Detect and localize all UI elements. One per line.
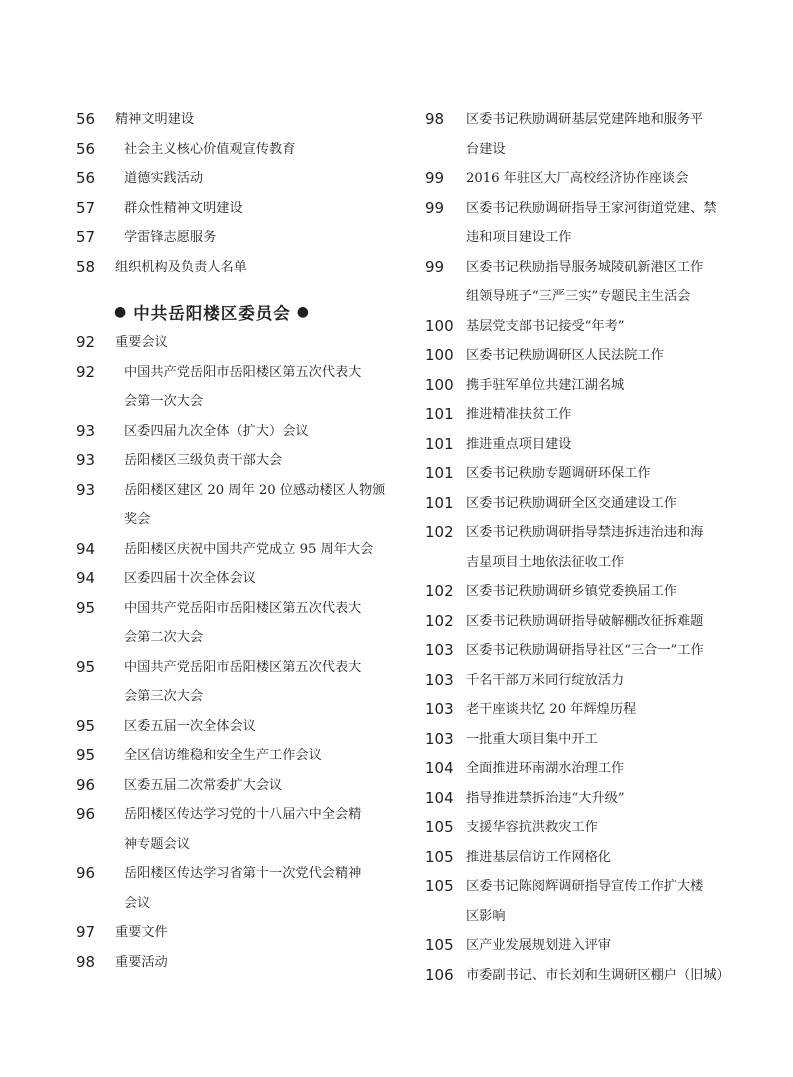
entry-title: 区委书记秩励调研指导破解棚改征拆难题 xyxy=(466,613,704,629)
entry-title: 岳阳楼区传达学习党的十八届六中全会精 神专题会议 xyxy=(124,807,362,852)
page-number: 95 xyxy=(76,716,96,735)
page-number: 95 xyxy=(76,746,96,764)
page-number: 56 xyxy=(76,110,96,128)
toc-entry xyxy=(425,518,735,577)
toc-entry xyxy=(76,948,396,978)
toc-entry xyxy=(425,725,735,755)
entry-title: 支援华容抗洪救灾工作 xyxy=(466,820,598,835)
toc-entry xyxy=(425,636,735,666)
page-number: 103 xyxy=(425,670,454,689)
toc-entry xyxy=(425,695,735,725)
toc-entry xyxy=(76,358,396,417)
entry-title: 区委四届十次全体会议 xyxy=(124,571,256,586)
entry-title: 群众性精神文明建设 xyxy=(124,200,243,216)
page-number: 105 xyxy=(425,818,454,836)
toc-entry xyxy=(425,843,735,873)
page-number: 101 xyxy=(425,434,454,453)
entry-title: 区委书记秩励调研乡镇党委换届工作 xyxy=(466,584,677,599)
toc-entry xyxy=(425,105,735,164)
section-heading xyxy=(76,298,396,326)
page-number: 97 xyxy=(76,923,96,941)
page-number: 93 xyxy=(76,480,96,499)
entry-title: 区委五届二次常委扩大会议 xyxy=(124,777,283,793)
page-number: 100 xyxy=(425,316,454,335)
toc-entry xyxy=(425,931,735,961)
left-column xyxy=(76,105,396,977)
section-title: 中共岳阳楼区委员会 xyxy=(133,304,291,323)
toc-list-top xyxy=(76,105,396,282)
toc-entry xyxy=(76,918,396,948)
entry-title: 一批重大项目集中开工 xyxy=(466,731,598,747)
entry-title: 千名干部万米同行绽放活力 xyxy=(466,672,625,688)
entry-title: 区委书记秩励调研区人民法院工作 xyxy=(466,348,664,363)
entry-title: 重要文件 xyxy=(115,925,168,940)
page-number: 101 xyxy=(425,464,454,482)
toc-entry xyxy=(76,223,396,253)
toc-entry xyxy=(425,489,735,519)
toc-entry xyxy=(76,328,396,358)
toc-entry xyxy=(425,194,735,253)
page-number: 95 xyxy=(76,657,96,676)
entry-title: 社会主义核心价值观宣传教育 xyxy=(124,141,296,157)
toc-entry xyxy=(425,341,735,371)
page-number: 94 xyxy=(76,569,96,587)
page-number: 104 xyxy=(425,788,454,807)
entry-title: 推进精准扶贫工作 xyxy=(466,407,572,422)
entry-title: 推进基层信访工作网格化 xyxy=(466,849,612,865)
page-number: 96 xyxy=(76,775,96,794)
toc-entry xyxy=(425,430,735,460)
entry-title: 岳阳楼区三级负责干部大会 xyxy=(124,453,283,468)
page-number: 104 xyxy=(425,759,454,777)
toc-entry xyxy=(76,253,396,283)
entry-title: 岳阳楼区庆祝中国共产党成立 95 周年大会 xyxy=(124,541,374,557)
entry-title: 全区信访维稳和安全生产工作会议 xyxy=(124,748,322,763)
entry-title: 重要活动 xyxy=(115,954,168,970)
toc-entry xyxy=(76,712,396,742)
toc-entry xyxy=(425,400,735,430)
toc-entry xyxy=(425,607,735,637)
page-number: 92 xyxy=(76,333,96,351)
page-number: 105 xyxy=(425,847,454,866)
toc-entry xyxy=(76,741,396,771)
page-number: 105 xyxy=(425,936,454,954)
page-number: 99 xyxy=(425,169,445,187)
toc-entry xyxy=(76,164,396,194)
bullet-left-icon: ● xyxy=(114,304,128,320)
toc-entry xyxy=(425,253,735,312)
toc-entry xyxy=(76,859,396,918)
toc-entry xyxy=(425,371,735,401)
entry-title: 重要会议 xyxy=(115,335,168,350)
entry-title: 区委书记秩励指导服务城陵矶新港区工作 组领导班子“三严三实”专题民主生活会 xyxy=(466,259,704,304)
toc-list-bottom xyxy=(76,328,396,977)
page-number: 98 xyxy=(76,952,96,971)
entry-title: 区委书记秩励调研全区交通建设工作 xyxy=(466,495,677,511)
entry-title: 岳阳楼区传达学习省第十一次党代会精神 会议 xyxy=(124,866,362,911)
toc-entry xyxy=(76,653,396,712)
toc-entry xyxy=(425,754,735,784)
entry-title: 学雷锋志愿服务 xyxy=(124,230,217,245)
page-number: 103 xyxy=(425,700,454,718)
page-number: 56 xyxy=(76,169,96,187)
page-number: 101 xyxy=(425,493,454,512)
toc-entry xyxy=(425,312,735,342)
entry-title: 携手驻军单位共建江湖名城 xyxy=(466,377,625,393)
entry-title: 岳阳楼区建区 20 周年 20 位感动楼区人物颁 奖会 xyxy=(124,482,386,527)
entry-title: 2016 年驻区大厂高校经济协作座谈会 xyxy=(466,171,689,186)
toc-entry xyxy=(76,564,396,594)
page-number: 102 xyxy=(425,582,454,600)
page-number: 103 xyxy=(425,729,454,748)
toc-entry xyxy=(76,417,396,447)
toc-entry xyxy=(425,784,735,814)
toc-entry xyxy=(76,771,396,801)
page-number: 106 xyxy=(425,965,454,984)
page-number: 100 xyxy=(425,375,454,394)
page-number: 105 xyxy=(425,877,454,895)
entry-title: 区委书记陈阅辉调研指导宣传工作扩大楼 区影响 xyxy=(466,879,704,924)
entry-title: 全面推进环南湖水治理工作 xyxy=(466,761,625,776)
entry-title: 老干座谈共忆 20 年辉煌历程 xyxy=(466,702,637,717)
entry-title: 精神文明建设 xyxy=(115,112,195,127)
entry-title: 区委书记秩励专题调研环保工作 xyxy=(466,466,651,481)
page-number: 93 xyxy=(76,451,96,469)
page-number: 93 xyxy=(76,421,96,440)
page-number: 57 xyxy=(76,198,96,217)
toc-entry xyxy=(425,666,735,696)
entry-title: 区委书记秩励调研指导王家河街道党建、禁 违和项目建设工作 xyxy=(466,200,717,245)
entry-title: 区委书记秩励调研指导禁违拆违治违和海 吉星项目土地依法征收工作 xyxy=(466,525,704,570)
toc-entry xyxy=(76,476,396,535)
entry-title: 中国共产党岳阳市岳阳楼区第五次代表大 会第一次大会 xyxy=(124,364,362,409)
entry-title: 区产业发展规划进入评审 xyxy=(466,938,612,953)
page-number: 99 xyxy=(425,198,445,217)
entry-title: 区委书记秩励调研基层党建阵地和服务平 台建设 xyxy=(466,112,704,157)
entry-title: 基层党支部书记接受“年考” xyxy=(466,318,625,334)
toc-entry xyxy=(425,577,735,607)
toc-entry xyxy=(425,164,735,194)
toc-entry xyxy=(425,961,735,991)
entry-title: 区委五届一次全体会议 xyxy=(124,718,256,734)
toc-entry xyxy=(76,800,396,859)
page-number: 98 xyxy=(425,110,445,128)
toc-entry xyxy=(76,135,396,165)
toc-entry xyxy=(76,105,396,135)
toc-entry xyxy=(425,813,735,843)
toc-entry xyxy=(425,872,735,931)
toc-entry xyxy=(76,535,396,565)
entry-title: 市委副书记、市长刘和生调研区棚户（旧城） xyxy=(466,967,730,983)
toc-entry xyxy=(425,459,735,489)
bullet-right-icon: ● xyxy=(296,304,310,320)
entry-title: 推进重点项目建设 xyxy=(466,436,572,452)
right-column xyxy=(425,105,735,990)
toc-list-right xyxy=(425,105,735,990)
page-number: 99 xyxy=(425,257,445,276)
toc-entry xyxy=(76,194,396,224)
entry-title: 中国共产党岳阳市岳阳楼区第五次代表大 会第二次大会 xyxy=(124,600,362,645)
page-number: 96 xyxy=(76,805,96,823)
page-number: 56 xyxy=(76,139,96,158)
entry-title: 区委书记秩励调研指导社区“三合一”工作 xyxy=(466,643,704,658)
page-number: 94 xyxy=(76,539,96,558)
entry-title: 指导推进禁拆治违“大升级” xyxy=(466,790,625,806)
page-number: 101 xyxy=(425,405,454,423)
page-number: 92 xyxy=(76,362,96,381)
entry-title: 道德实践活动 xyxy=(124,171,204,186)
page-number: 102 xyxy=(425,523,454,541)
entry-title: 区委四届九次全体（扩大）会议 xyxy=(124,423,309,439)
page-number: 57 xyxy=(76,228,96,246)
entry-title: 组织机构及负责人名单 xyxy=(115,259,247,275)
page-number: 100 xyxy=(425,346,454,364)
entry-title: 中国共产党岳阳市岳阳楼区第五次代表大 会第三次大会 xyxy=(124,659,362,704)
toc-entry xyxy=(76,594,396,653)
toc-entry xyxy=(76,446,396,476)
page-number: 58 xyxy=(76,257,96,276)
page-number: 102 xyxy=(425,611,454,630)
page-number: 95 xyxy=(76,598,96,617)
page-number: 96 xyxy=(76,864,96,882)
page-number: 103 xyxy=(425,641,454,659)
